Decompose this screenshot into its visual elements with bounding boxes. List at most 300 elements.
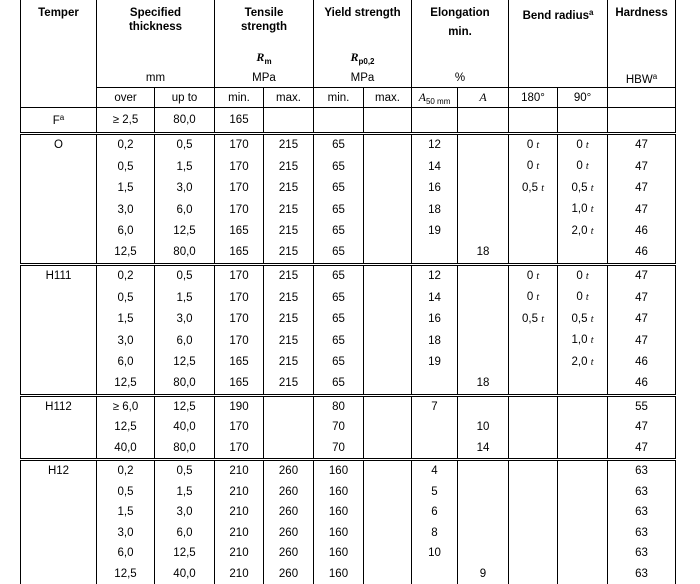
cell-tensile-max [264, 108, 314, 134]
cell-yield-max [364, 330, 412, 352]
cell-up-to: 80,0 [155, 242, 215, 264]
bend-value: 0,5 [522, 313, 541, 325]
cell-bend-180 [509, 221, 558, 243]
bend-value: 0 [576, 139, 586, 151]
cell-over: 1,5 [97, 502, 155, 523]
cell-bend-180 [509, 309, 558, 331]
cell-over: 12,5 [97, 564, 155, 584]
cell-bend-180 [509, 438, 558, 460]
cell-bend-180 [509, 543, 558, 564]
cell-hardness [608, 108, 676, 134]
header-temper-label: Temper [21, 0, 96, 20]
cell-up-to: 3,0 [155, 178, 215, 200]
cell-tensile-max: 215 [264, 242, 314, 264]
thickness-symbol: t [591, 314, 594, 325]
cell-elong-a [458, 330, 509, 352]
bend-value: 0,5 [522, 182, 541, 194]
header-yield-label: Yield strength [314, 0, 411, 20]
yield-symbol-sub: p0,2 [359, 57, 375, 66]
bend-value: 0 [527, 160, 537, 172]
thickness-symbol: t [541, 183, 544, 194]
cell-tensile-max [264, 395, 314, 417]
temper-cell [21, 460, 97, 584]
thickness-symbol: t [591, 204, 594, 215]
cell-up-to: 40,0 [155, 564, 215, 584]
cell-yield-max [364, 502, 412, 523]
cell-tensile-min: 190 [215, 395, 264, 417]
cell-tensile-min: 170 [215, 287, 264, 309]
cell-yield-min: 160 [314, 543, 364, 564]
mechanical-properties-table [20, 0, 676, 584]
cell-up-to: 12,5 [155, 543, 215, 564]
cell-elong-a50: 7 [412, 395, 458, 417]
header-tensile [215, 0, 314, 88]
cell-up-to: 6,0 [155, 523, 215, 544]
cell-yield-min: 65 [314, 287, 364, 309]
cell-bend-180 [509, 133, 558, 156]
table-row [21, 460, 676, 482]
bend-value: 0 [527, 139, 537, 151]
table-row [21, 438, 676, 460]
cell-hardness: 47 [608, 264, 676, 287]
cell-bend-90 [558, 395, 608, 417]
cell-bend-90 [558, 156, 608, 178]
cell-elong-a [458, 352, 509, 374]
cell-yield-max [364, 395, 412, 417]
bend-radius-text: Bend radius [523, 10, 589, 22]
cell-over: 3,0 [97, 523, 155, 544]
thickness-symbol: t [541, 314, 544, 325]
cell-tensile-max: 260 [264, 482, 314, 503]
cell-over: 0,5 [97, 287, 155, 309]
cell-elong-a50: 18 [412, 199, 458, 221]
a50-sub: 50 mm [426, 97, 450, 106]
cell-yield-max [364, 460, 412, 482]
cell-up-to: 0,5 [155, 264, 215, 287]
cell-bend-90 [558, 108, 608, 134]
cell-up-to: 0,5 [155, 133, 215, 156]
cell-tensile-min: 165 [215, 108, 264, 134]
cell-bend-90 [558, 133, 608, 156]
cell-elong-a [458, 502, 509, 523]
cell-bend-180 [509, 330, 558, 352]
table-body [21, 108, 676, 584]
cell-elong-a [458, 287, 509, 309]
cell-tensile-max: 215 [264, 199, 314, 221]
table-row [21, 330, 676, 352]
cell-over: 6,0 [97, 543, 155, 564]
cell-tensile-min: 210 [215, 502, 264, 523]
cell-bend-180 [509, 156, 558, 178]
cell-tensile-min: 210 [215, 460, 264, 482]
subheader-yield-max: max. [364, 88, 412, 108]
cell-bend-180 [509, 395, 558, 417]
cell-bend-90 [558, 523, 608, 544]
subheader-over: over [97, 88, 155, 108]
cell-tensile-max: 215 [264, 221, 314, 243]
header-hardness [608, 0, 676, 88]
bend-value: 0 [576, 291, 586, 303]
cell-bend-90 [558, 287, 608, 309]
cell-tensile-min: 170 [215, 199, 264, 221]
bend-radius-footnote: a [589, 8, 593, 17]
cell-over: 12,5 [97, 242, 155, 264]
cell-yield-max [364, 543, 412, 564]
subheader-bend-180: 180° [509, 88, 558, 108]
cell-tensile-min: 170 [215, 264, 264, 287]
cell-yield-max [364, 242, 412, 264]
cell-tensile-min: 165 [215, 352, 264, 374]
cell-over: 6,0 [97, 352, 155, 374]
cell-tensile-max: 215 [264, 264, 314, 287]
cell-tensile-max [264, 438, 314, 460]
cell-hardness: 47 [608, 199, 676, 221]
cell-elong-a [458, 543, 509, 564]
cell-tensile-max: 215 [264, 330, 314, 352]
cell-tensile-min: 210 [215, 482, 264, 503]
header-yield-symbol [314, 50, 411, 66]
cell-elong-a50: 16 [412, 309, 458, 331]
table-row [21, 221, 676, 243]
cell-over: ≥ 2,5 [97, 108, 155, 134]
cell-yield-min: 65 [314, 309, 364, 331]
cell-yield-min: 65 [314, 330, 364, 352]
cell-elong-a50 [412, 417, 458, 438]
cell-hardness: 46 [608, 352, 676, 374]
a50-symbol: A [419, 90, 426, 104]
cell-elong-a: 10 [458, 417, 509, 438]
thickness-symbol: t [591, 226, 594, 237]
cell-hardness: 47 [608, 417, 676, 438]
bend-value: 2,0 [572, 356, 591, 368]
cell-tensile-min: 170 [215, 133, 264, 156]
cell-yield-max [364, 221, 412, 243]
table-row [21, 264, 676, 287]
cell-over: 1,5 [97, 178, 155, 200]
cell-yield-max [364, 352, 412, 374]
cell-bend-180 [509, 502, 558, 523]
cell-over: 40,0 [97, 438, 155, 460]
cell-bend-90 [558, 543, 608, 564]
cell-bend-180 [509, 523, 558, 544]
cell-up-to: 80,0 [155, 108, 215, 134]
cell-elong-a50: 6 [412, 502, 458, 523]
cell-tensile-min: 170 [215, 438, 264, 460]
cell-elong-a50: 16 [412, 178, 458, 200]
cell-tensile-min: 170 [215, 330, 264, 352]
cell-tensile-max: 260 [264, 523, 314, 544]
bend-value: 1,0 [572, 203, 591, 215]
mechanical-properties-table-wrapper [20, 0, 675, 584]
cell-yield-min: 65 [314, 221, 364, 243]
cell-elong-a [458, 221, 509, 243]
cell-tensile-min: 170 [215, 156, 264, 178]
bend-value: 0 [527, 291, 537, 303]
bend-value: 2,0 [572, 225, 591, 237]
cell-up-to: 80,0 [155, 438, 215, 460]
temper-label: O [54, 139, 63, 151]
a-symbol: A [479, 90, 486, 104]
cell-bend-90 [558, 242, 608, 264]
cell-elong-a: 18 [458, 373, 509, 395]
cell-yield-min: 65 [314, 156, 364, 178]
cell-tensile-max: 215 [264, 287, 314, 309]
table-row [21, 502, 676, 523]
header-elongation-min: min. [412, 20, 508, 39]
temper-footnote: a [60, 113, 64, 122]
cell-up-to: 6,0 [155, 330, 215, 352]
header-tensile-label: Tensile strength [215, 0, 313, 34]
cell-over: 12,5 [97, 417, 155, 438]
cell-elong-a50: 19 [412, 221, 458, 243]
cell-up-to: 1,5 [155, 482, 215, 503]
thickness-symbol: t [591, 335, 594, 346]
cell-up-to: 12,5 [155, 221, 215, 243]
cell-yield-max [364, 178, 412, 200]
subheader-tensile-min: min. [215, 88, 264, 108]
cell-bend-90 [558, 502, 608, 523]
cell-bend-180 [509, 242, 558, 264]
table-row [21, 133, 676, 156]
cell-elong-a [458, 178, 509, 200]
header-temper [21, 0, 97, 108]
subheader-a [458, 88, 509, 108]
cell-bend-90 [558, 309, 608, 331]
thickness-symbol: t [591, 357, 594, 368]
cell-hardness: 46 [608, 373, 676, 395]
subheader-hardness-blank [608, 88, 676, 108]
cell-elong-a: 18 [458, 242, 509, 264]
cell-yield-min: 70 [314, 438, 364, 460]
cell-bend-90 [558, 352, 608, 374]
cell-up-to: 80,0 [155, 373, 215, 395]
cell-over: 0,5 [97, 156, 155, 178]
bend-value: 0 [527, 270, 537, 282]
cell-yield-min: 70 [314, 417, 364, 438]
cell-tensile-min: 210 [215, 564, 264, 584]
cell-hardness: 47 [608, 156, 676, 178]
cell-yield-max [364, 199, 412, 221]
header-tensile-unit: MPa [215, 72, 313, 84]
thickness-symbol: t [591, 183, 594, 194]
cell-bend-90 [558, 417, 608, 438]
cell-yield-min: 160 [314, 460, 364, 482]
thickness-symbol: t [536, 271, 539, 282]
cell-tensile-max: 215 [264, 352, 314, 374]
cell-yield-max [364, 482, 412, 503]
table-row [21, 242, 676, 264]
table-row [21, 373, 676, 395]
cell-bend-180 [509, 178, 558, 200]
cell-bend-180 [509, 108, 558, 134]
cell-tensile-max: 260 [264, 564, 314, 584]
cell-over: 0,2 [97, 133, 155, 156]
bend-value: 0,5 [572, 182, 591, 194]
cell-yield-min: 65 [314, 178, 364, 200]
cell-tensile-min: 165 [215, 221, 264, 243]
thickness-symbol: t [586, 140, 589, 151]
cell-over: ≥ 6,0 [97, 395, 155, 417]
cell-over: 3,0 [97, 330, 155, 352]
cell-bend-90 [558, 482, 608, 503]
table-row [21, 482, 676, 503]
cell-elong-a50: 4 [412, 460, 458, 482]
cell-tensile-max: 260 [264, 460, 314, 482]
subheader-up-to: up to [155, 88, 215, 108]
thickness-symbol: t [586, 292, 589, 303]
cell-bend-90 [558, 264, 608, 287]
cell-elong-a [458, 395, 509, 417]
bend-value: 0 [576, 160, 586, 172]
cell-up-to: 3,0 [155, 502, 215, 523]
cell-tensile-max: 215 [264, 133, 314, 156]
header-elongation-label: Elongation [412, 0, 508, 20]
cell-yield-max [364, 523, 412, 544]
temper-label: H12 [48, 465, 69, 477]
tensile-symbol-letter: R [256, 50, 264, 64]
header-yield [314, 0, 412, 88]
cell-over: 0,2 [97, 460, 155, 482]
cell-hardness: 55 [608, 395, 676, 417]
cell-yield-min: 80 [314, 395, 364, 417]
cell-yield-max [364, 264, 412, 287]
cell-up-to: 1,5 [155, 287, 215, 309]
temper-label: H112 [45, 401, 72, 413]
cell-up-to: 12,5 [155, 395, 215, 417]
cell-elong-a [458, 523, 509, 544]
cell-elong-a50: 8 [412, 523, 458, 544]
cell-bend-180 [509, 264, 558, 287]
cell-bend-90 [558, 373, 608, 395]
cell-hardness: 63 [608, 482, 676, 503]
cell-hardness: 63 [608, 543, 676, 564]
cell-over: 1,5 [97, 309, 155, 331]
cell-elong-a50 [412, 108, 458, 134]
header-elongation [412, 0, 509, 88]
bend-value: 0 [576, 270, 586, 282]
cell-bend-180 [509, 352, 558, 374]
cell-hardness: 47 [608, 438, 676, 460]
header-hardness-unit [608, 72, 675, 86]
cell-tensile-min: 210 [215, 543, 264, 564]
cell-up-to: 12,5 [155, 352, 215, 374]
cell-elong-a [458, 108, 509, 134]
cell-elong-a [458, 156, 509, 178]
thickness-symbol: t [586, 271, 589, 282]
cell-bend-180 [509, 287, 558, 309]
cell-up-to: 0,5 [155, 460, 215, 482]
cell-yield-max [364, 108, 412, 134]
cell-hardness: 46 [608, 242, 676, 264]
header-bend-radius [509, 0, 608, 88]
cell-elong-a: 14 [458, 438, 509, 460]
subheader-tensile-max: max. [264, 88, 314, 108]
cell-yield-min: 160 [314, 523, 364, 544]
cell-hardness: 46 [608, 221, 676, 243]
temper-cell [21, 133, 97, 264]
cell-over: 6,0 [97, 221, 155, 243]
cell-yield-max [364, 417, 412, 438]
cell-yield-max [364, 287, 412, 309]
cell-yield-min: 160 [314, 564, 364, 584]
cell-bend-180 [509, 460, 558, 482]
subheader-bend-90: 90° [558, 88, 608, 108]
cell-yield-max [364, 133, 412, 156]
cell-bend-90 [558, 199, 608, 221]
cell-elong-a [458, 460, 509, 482]
header-thickness-unit: mm [97, 72, 214, 84]
cell-yield-min: 65 [314, 242, 364, 264]
temper-cell [21, 395, 97, 460]
temper-label: H111 [46, 270, 72, 282]
header-thickness-label: Specified thickness [97, 0, 214, 34]
cell-up-to: 1,5 [155, 156, 215, 178]
table-row [21, 395, 676, 417]
cell-elong-a50: 14 [412, 287, 458, 309]
cell-elong-a50 [412, 438, 458, 460]
cell-elong-a50: 19 [412, 352, 458, 374]
cell-bend-90 [558, 178, 608, 200]
cell-elong-a50 [412, 373, 458, 395]
table-row [21, 352, 676, 374]
cell-yield-max [364, 309, 412, 331]
cell-tensile-min: 170 [215, 178, 264, 200]
cell-hardness: 63 [608, 523, 676, 544]
cell-tensile-max: 215 [264, 178, 314, 200]
cell-elong-a [458, 482, 509, 503]
cell-bend-90 [558, 221, 608, 243]
cell-tensile-max: 215 [264, 309, 314, 331]
table-row [21, 156, 676, 178]
cell-bend-180 [509, 482, 558, 503]
cell-hardness: 63 [608, 502, 676, 523]
cell-hardness: 47 [608, 178, 676, 200]
subheader-yield-min: min. [314, 88, 364, 108]
header-bend-radius-label [509, 0, 607, 23]
cell-bend-90 [558, 460, 608, 482]
thickness-symbol: t [536, 140, 539, 151]
cell-hardness: 63 [608, 564, 676, 584]
cell-yield-min: 65 [314, 352, 364, 374]
table-row [21, 178, 676, 200]
cell-elong-a50: 12 [412, 264, 458, 287]
thickness-symbol: t [536, 161, 539, 172]
cell-yield-max [364, 156, 412, 178]
bend-value: 1,0 [572, 334, 591, 346]
cell-tensile-max: 215 [264, 156, 314, 178]
cell-up-to: 6,0 [155, 199, 215, 221]
cell-yield-min [314, 108, 364, 134]
subheader-a50 [412, 88, 458, 108]
cell-yield-min: 65 [314, 133, 364, 156]
table-row [21, 417, 676, 438]
cell-tensile-min: 170 [215, 417, 264, 438]
cell-elong-a50: 14 [412, 156, 458, 178]
cell-elong-a: 9 [458, 564, 509, 584]
cell-over: 0,2 [97, 264, 155, 287]
cell-bend-180 [509, 417, 558, 438]
cell-tensile-max: 260 [264, 502, 314, 523]
cell-tensile-max: 260 [264, 543, 314, 564]
temper-label: F [53, 115, 60, 127]
cell-tensile-min: 165 [215, 373, 264, 395]
cell-elong-a [458, 264, 509, 287]
cell-over: 12,5 [97, 373, 155, 395]
hardness-unit-text: HBW [626, 74, 653, 86]
cell-elong-a [458, 133, 509, 156]
cell-up-to: 3,0 [155, 309, 215, 331]
header-elongation-unit: % [412, 72, 508, 84]
